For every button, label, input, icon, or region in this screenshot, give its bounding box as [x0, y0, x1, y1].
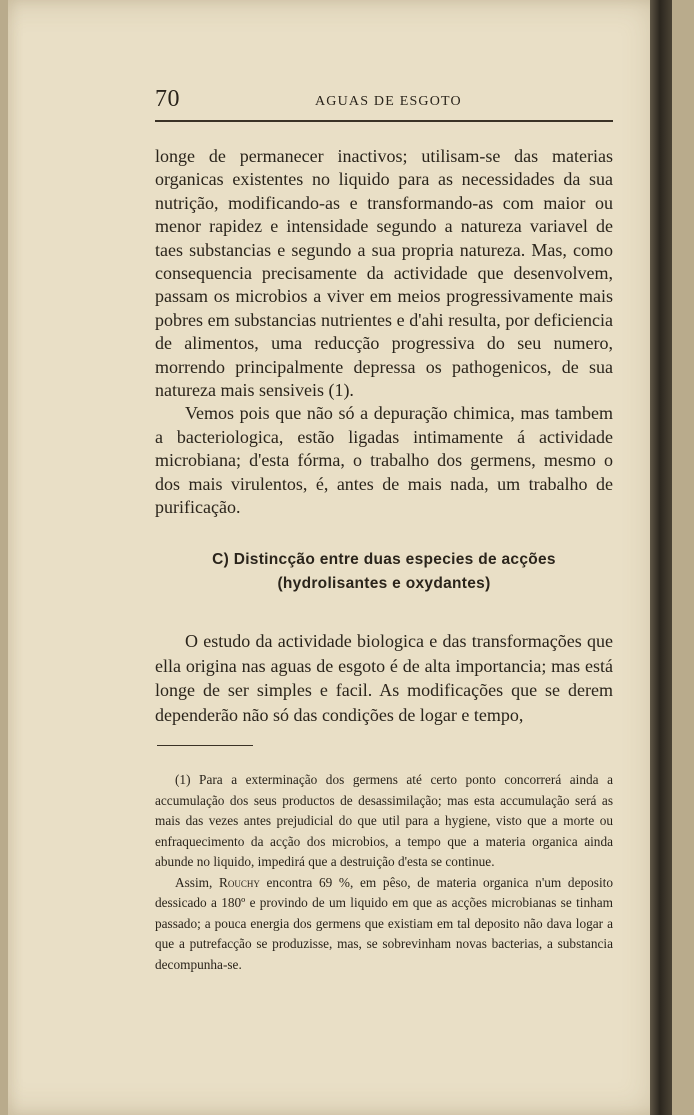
- footnote-2-start: Assim,: [175, 874, 219, 890]
- footnote-continuation: [155, 873, 613, 976]
- running-title: AGUAS DE ESGOTO: [315, 94, 462, 109]
- paragraph-conclusion: Vemos pois que não só a depuração chimica, mas tambem a bacteriologica, estão ligadas intimamente á actividade microbiana; d'esta fórma, o trabalho dos germens, mesmo o dos mais virulentos, é, antes de mais nada, um trabalho de purificação.: [155, 403, 613, 518]
- section-heading-title: C) Distincção entre duas especies de acções: [212, 551, 556, 568]
- footnote-1: (1) Para a exterminação dos germens até certo ponto concorrerá ainda a accumulação dos seus productos de desassimilação; mas esta accumulação será as mais das vezes antes prejudicial do que util para a hygiene, visto que a morte ou enfraquecimento da acção dos microbios, a tempo que a materia organica ainda abunde no liquido, impedirá que a destruição d'esta se continue.: [155, 772, 613, 869]
- footnote-2-rest: encontra 69 %, em pêso, de materia organica n'um deposito dessicado a 180º e provindo de um liquido em que as acções microbianas se tinham passado; a pouca energia dos germens que existiam em tal deposito não dava logar a que a putrefacção se produzisse, mas, se sobrevinham novas bacterias, a substancia decompunha-se.: [155, 874, 613, 972]
- footnote-rule: [157, 745, 253, 746]
- page-number: 70: [155, 86, 180, 112]
- main-text: [155, 145, 613, 520]
- section-text: [155, 629, 613, 727]
- page-header: [155, 86, 613, 118]
- section-heading-subtitle: (hydrolisantes e oxydantes): [277, 575, 491, 592]
- section-heading: [155, 548, 613, 596]
- header-rule: [155, 120, 613, 122]
- paragraph-continuation: longe de permanecer inactivos; utilisam-se das materias organicas existentes no liquido para as necessidades da sua nutrição, modificando-as e transformando-as com maior ou menor rapidez e intensidade segundo a natureza variavel de taes substancias e segundo a sua propria natureza. Mas, como consequencia precisamente da actividade que desenvolvem, passam os microbios a viver em meios progressivamente mais pobres em substancias nutrientes e d'ahi resulta, por deficiencia de alimentos, uma reducção progressiva do seu numero, morrendo principalmente depressa os pathogenicos, de sua natureza mais sensiveis (1).: [155, 146, 613, 401]
- footnotes: [155, 770, 613, 975]
- section-paragraph: O estudo da actividade biologica e das transformações que ella origina nas aguas de esgoto é de alta importancia; mas está longe de ser simples e facil. As modificações que se derem dependerão não só das condições de logar e tempo,: [155, 631, 613, 725]
- page-edge-shadow: [650, 0, 672, 1115]
- footnote-author: Rouchy: [218, 874, 260, 890]
